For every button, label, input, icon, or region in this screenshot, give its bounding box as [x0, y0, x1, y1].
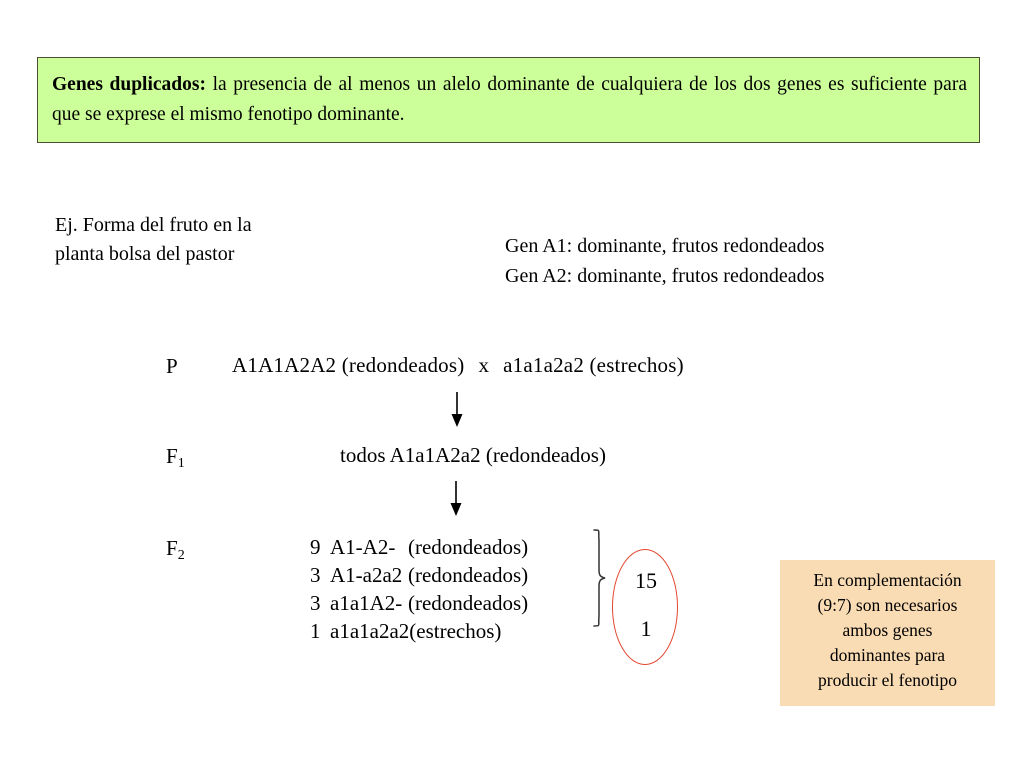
f2-row: [310, 561, 528, 589]
f2-count: 3: [310, 563, 321, 587]
grouping-brace-icon: [588, 528, 614, 628]
definition-lead: Genes duplicados:: [52, 74, 206, 95]
f2-row: [310, 617, 528, 645]
f2-genotype: A1-a2a2: [330, 563, 403, 587]
example-line-2: planta bolsa del pastor: [55, 243, 235, 265]
example-line-1: Ej. Forma del fruto en la: [55, 214, 252, 236]
f2-phenotype: (redondeados): [408, 591, 529, 615]
note-line-2: (9:7) son necesarios: [817, 595, 958, 615]
down-arrow-icon-f1-to-f2: [443, 479, 469, 519]
f2-count: 9: [310, 535, 321, 559]
ratio-denominator: 1: [640, 616, 652, 641]
f2-ratio-table: [310, 533, 528, 645]
note-text: [786, 568, 989, 693]
f2-genotype: a1a1A2-: [330, 591, 403, 615]
gene-legend-a1: Gen A1: dominante, frutos redondeados: [505, 235, 825, 257]
f2-row: [310, 589, 528, 617]
cross-operator: x: [478, 353, 490, 377]
definition-text: [52, 70, 967, 130]
generation-label-f1-sub: 1: [177, 456, 185, 471]
f2-count: 1: [310, 619, 321, 643]
p-parent-1: A1A1A2A2 (redondeados): [232, 353, 465, 377]
generation-label-f2: [166, 536, 185, 563]
f2-count: 3: [310, 591, 321, 615]
generation-label-f2-sub: 2: [177, 548, 185, 563]
definition-body: la presencia de al menos un alelo dominante de cualquiera de los dos genes es suficiente para que se exprese el mismo fenotipo dominante.: [52, 74, 967, 125]
f2-genotype: A1-A2-: [330, 535, 396, 559]
generation-label-f1-text: F: [166, 444, 178, 468]
generation-label-p: [166, 356, 178, 377]
note-line-4: dominantes para: [829, 645, 946, 665]
f2-row: [310, 533, 528, 561]
f2-genotype: a1a1a2a2: [330, 619, 410, 643]
f2-phenotype: (redondeados): [408, 535, 529, 559]
gene-legend-a2: Gen A2: dominante, frutos redondeados: [505, 265, 825, 287]
down-arrow-icon-p-to-f1: [444, 390, 470, 430]
note-box: [780, 560, 995, 706]
ratio-numerator: 15: [635, 568, 657, 593]
f2-phenotype: (estrechos): [409, 619, 502, 643]
p-parent-2: a1a1a2a2 (estrechos): [503, 353, 684, 377]
generation-label-p-text: P: [166, 354, 178, 378]
example-label: [55, 211, 375, 269]
definition-box: [37, 57, 980, 143]
f1-offspring-row: [340, 443, 606, 468]
f2-phenotype: (redondeados): [408, 563, 529, 587]
p-cross-row: [232, 353, 684, 378]
note-line-5: producir el fenotipo: [818, 670, 957, 690]
generation-label-f2-text: F: [166, 536, 178, 560]
note-line-3: ambos genes: [842, 620, 933, 640]
gene-legend: [505, 231, 945, 291]
note-line-1: En complementación: [813, 570, 962, 590]
f1-offspring-text: todos A1a1A2a2 (redondeados): [340, 443, 606, 467]
generation-label-f1: [166, 444, 185, 471]
ratio-ellipse: [612, 549, 678, 665]
